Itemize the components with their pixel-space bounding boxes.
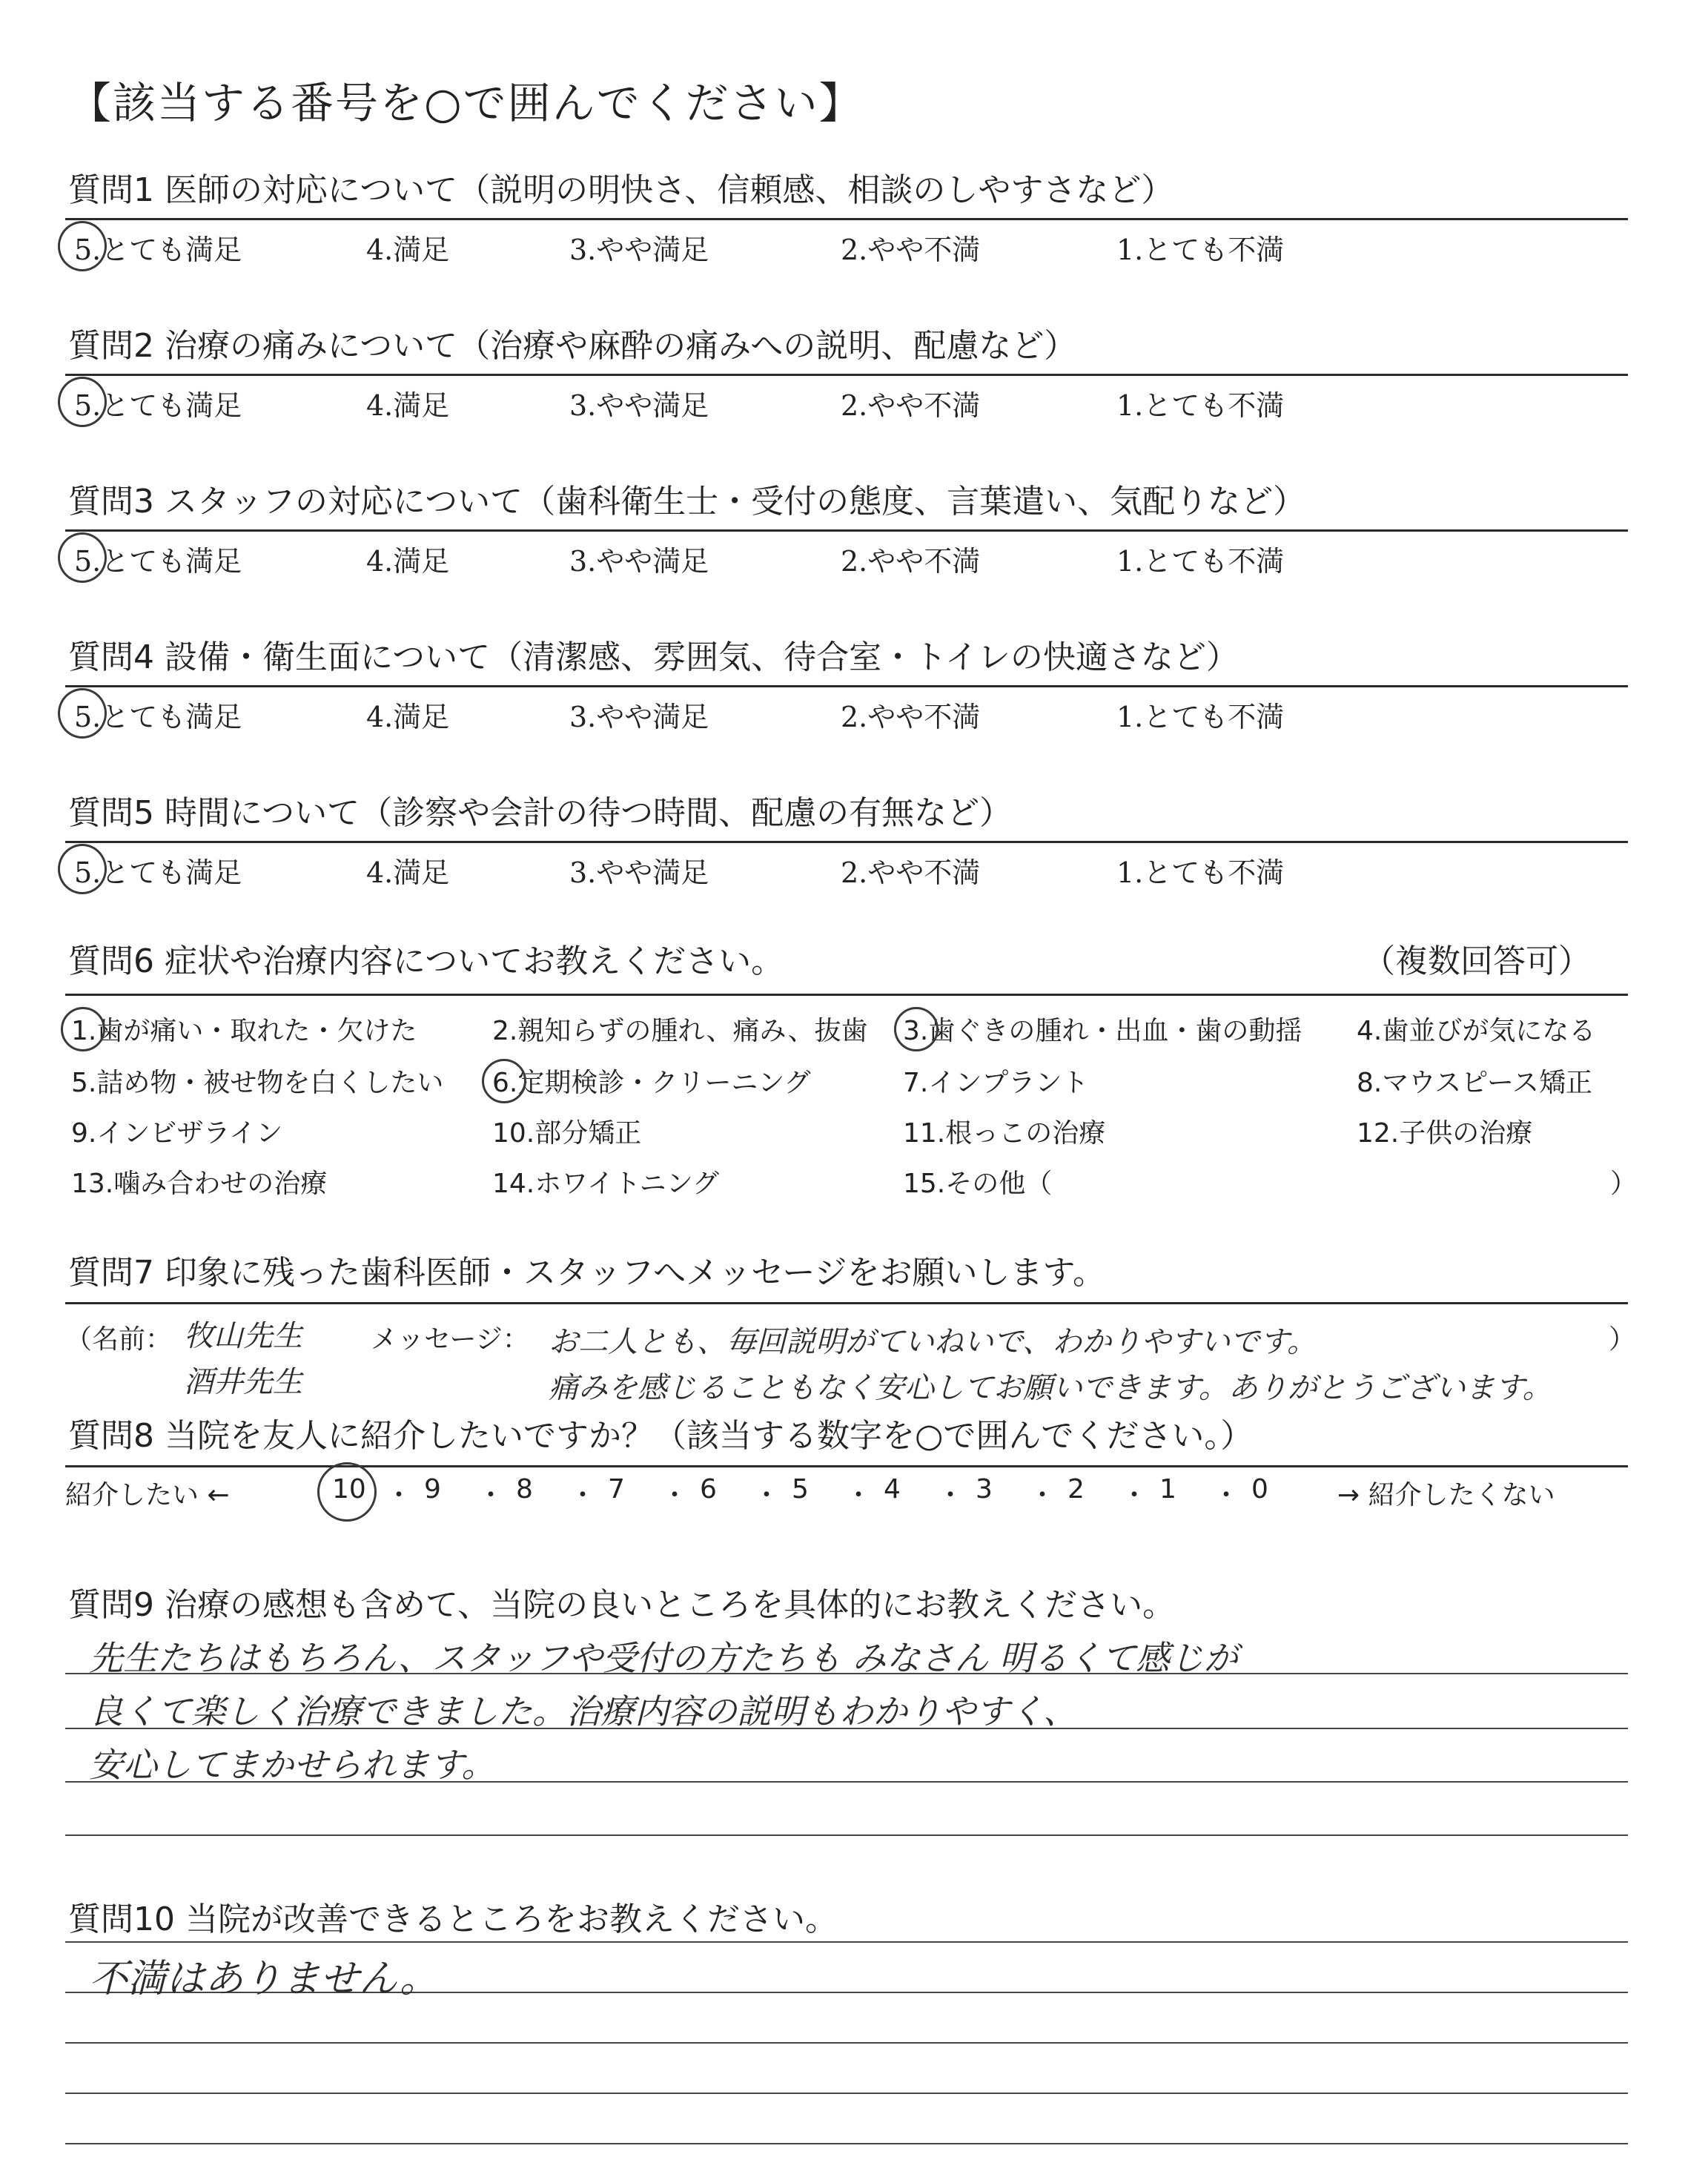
q8-scale-separator: ・ (385, 1480, 413, 1510)
selection-circle (482, 1059, 526, 1103)
selection-circle (61, 1007, 105, 1051)
rating-option[interactable]: 4.満足 (366, 701, 450, 733)
q9-handwritten-line: 安心してまかせられます。 (89, 1745, 496, 1785)
q6-option[interactable]: 15.その他（ (903, 1169, 1053, 1199)
q8-scale-value[interactable]: 10 (332, 1474, 366, 1505)
answer-line (65, 1834, 1628, 1836)
q8-scale-separator: ・ (1029, 1480, 1056, 1510)
q8-scale-separator: ・ (845, 1480, 873, 1510)
selection-circle (58, 688, 107, 739)
q6-option[interactable]: 10.部分矯正 (492, 1118, 642, 1149)
q8-scale-value[interactable]: 8 (516, 1474, 533, 1505)
q9-question: 質問9 治療の感想も含めて、当院の良いところを具体的にお教えください。 (68, 1586, 1176, 1624)
q7-handwritten-name-2: 酒井先生 (184, 1365, 302, 1399)
rating-option[interactable]: 5.とても満足 (74, 389, 242, 422)
q8-scale-value[interactable]: 5 (792, 1474, 809, 1505)
q6-option[interactable]: 3.歯ぐきの腫れ・出血・歯の動揺 (903, 1016, 1302, 1046)
rating-option[interactable]: 3.やや満足 (569, 545, 709, 578)
rating-option[interactable]: 5.とても満足 (74, 545, 242, 578)
selection-circle (58, 844, 107, 894)
rating-option[interactable]: 5.とても満足 (74, 856, 242, 889)
q8-scale-value[interactable]: 3 (976, 1474, 993, 1505)
rating-option[interactable]: 4.満足 (366, 234, 450, 266)
q6-option[interactable]: 11.根っこの治療 (903, 1118, 1106, 1149)
rating-question-5: 質問5 時間について（診察や会計の待つ時間、配慮の有無など） (68, 794, 1013, 832)
q8-scale-value[interactable]: 4 (884, 1474, 901, 1505)
q10-question: 質問10 当院が改善できるところをお教えください。 (68, 1900, 838, 1938)
selection-circle (58, 377, 107, 427)
q6-option[interactable]: ） (1610, 1169, 1638, 1199)
rating-option[interactable]: 2.やや不満 (841, 234, 981, 266)
rating-rule-3 (65, 529, 1628, 532)
rating-option[interactable]: 4.満足 (366, 389, 450, 422)
rating-option[interactable]: 3.やや満足 (569, 389, 709, 422)
q7-handwritten-message-2: 痛みを感じることもなく安心してお願いできます。ありがとうございます。 (549, 1371, 1552, 1405)
selection-circle (58, 532, 107, 583)
rating-option[interactable]: 4.満足 (366, 856, 450, 889)
q6-option[interactable]: 8.マウスピース矯正 (1357, 1068, 1593, 1098)
rating-option[interactable]: 5.とても満足 (74, 701, 242, 733)
q7-rule (65, 1302, 1628, 1304)
q8-scale-separator: ・ (753, 1480, 781, 1510)
q8-scale-value[interactable]: 2 (1068, 1474, 1085, 1505)
q8-scale-separator: ・ (569, 1480, 597, 1510)
q6-option[interactable]: 9.インビザライン (71, 1118, 283, 1149)
q8-scale-value[interactable]: 7 (608, 1474, 625, 1505)
rating-rule-1 (65, 218, 1628, 220)
page-title: 【該当する番号を○で囲んでください】 (68, 78, 864, 128)
answer-line (65, 2093, 1628, 2094)
q9-handwritten-line: 先生たちはもちろん、スタッフや受付の方たちも みなさん 明るくて感じが (89, 1638, 1239, 1678)
rating-option[interactable]: 2.やや不満 (841, 389, 981, 422)
q7-question: 質問7 印象に残った歯科医師・スタッフへメッセージをお願いします。 (68, 1254, 1105, 1292)
rating-option[interactable]: 3.やや満足 (569, 234, 709, 266)
rating-question-1: 質問1 医師の対応について（説明の明快さ、信頼感、相談のしやすさなど） (68, 171, 1174, 209)
rating-option[interactable]: 1.とても不満 (1116, 545, 1285, 578)
q8-right-label: → 紹介したくない (1337, 1480, 1555, 1510)
rating-option[interactable]: 5.とても満足 (74, 234, 242, 266)
rating-option[interactable]: 2.やや不満 (841, 856, 981, 889)
q8-scale-separator: ・ (1121, 1480, 1148, 1510)
q8-rule (65, 1465, 1628, 1467)
q8-scale-separator: ・ (477, 1480, 505, 1510)
q6-option[interactable]: 2.親知らずの腫れ、痛み、抜歯 (492, 1016, 868, 1046)
rating-option[interactable]: 3.やや満足 (569, 856, 709, 889)
rating-rule-2 (65, 374, 1628, 376)
q8-scale-value[interactable]: 1 (1159, 1474, 1176, 1505)
rating-option[interactable]: 2.やや不満 (841, 701, 981, 733)
answer-line (65, 1941, 1628, 1943)
q6-note: （複数回答可） (1363, 942, 1591, 980)
rating-option[interactable]: 1.とても不満 (1116, 234, 1285, 266)
q7-handwritten-message-1: お二人とも、毎回説明がていねいで、わかりやすいです。 (549, 1325, 1317, 1359)
q6-option[interactable]: 13.噛み合わせの治療 (71, 1169, 328, 1199)
rating-question-2: 質問2 治療の痛みについて（治療や麻酔の痛みへの説明、配慮など） (68, 327, 1077, 365)
selection-circle (58, 221, 107, 271)
rating-option[interactable]: 3.やや満足 (569, 701, 709, 733)
q6-option[interactable]: 7.インプラント (903, 1068, 1089, 1098)
rating-option[interactable]: 1.とても不満 (1116, 389, 1285, 422)
q8-scale-separator: ・ (937, 1480, 964, 1510)
q8-question: 質問8 当院を友人に紹介したいですか？（該当する数字を○で囲んでください。） (68, 1417, 1254, 1455)
q8-scale-value[interactable]: 9 (424, 1474, 441, 1505)
q8-scale-separator: ・ (1213, 1480, 1240, 1510)
q8-scale-value[interactable]: 6 (700, 1474, 717, 1505)
q9-handwritten-line: 良くて楽しく治療できました。治療内容の説明もわかりやすく、 (89, 1691, 1078, 1731)
rating-question-3: 質問3 スタッフの対応について（歯科衛生士・受付の態度、言葉遣い、気配りなど） (68, 483, 1306, 521)
rating-rule-5 (65, 841, 1628, 843)
q6-option[interactable]: 1.歯が痛い・取れた・欠けた (71, 1016, 417, 1046)
q8-scale-separator: ・ (661, 1480, 689, 1510)
q6-option[interactable]: 12.子供の治療 (1357, 1118, 1533, 1149)
answer-line (65, 2143, 1628, 2144)
rating-rule-4 (65, 685, 1628, 687)
selection-circle (894, 1007, 939, 1051)
q6-rule (65, 994, 1628, 996)
q7-message-label: メッセージ： (371, 1324, 529, 1355)
selection-circle (317, 1462, 377, 1522)
q6-option[interactable]: 6.定期検診・クリーニング (492, 1068, 811, 1098)
q7-name-label: （名前： (65, 1324, 173, 1355)
rating-option[interactable]: 4.満足 (366, 545, 450, 578)
q10-handwritten-line: 不満はありません。 (89, 1957, 439, 2001)
q6-option[interactable]: 5.詰め物・被せ物を白くしたい (71, 1068, 444, 1098)
q6-option[interactable]: 14.ホワイトニング (492, 1169, 720, 1199)
rating-option[interactable]: 1.とても不満 (1116, 701, 1285, 733)
q6-option[interactable]: 4.歯並びが気になる (1357, 1016, 1596, 1046)
rating-option[interactable]: 2.やや不満 (841, 545, 981, 578)
q6-question: 質問6 症状や治療内容についてお教えください。 (68, 942, 784, 980)
q8-left-label: 紹介したい ← (65, 1480, 230, 1510)
rating-option[interactable]: 1.とても不満 (1116, 856, 1285, 889)
q7-close-paren: ） (1609, 1324, 1636, 1355)
rating-question-4: 質問4 設備・衛生面について（清潔感、雰囲気、待合室・トイレの快適さなど） (68, 638, 1239, 676)
q8-scale-value[interactable]: 0 (1251, 1474, 1268, 1505)
q7-handwritten-name-1: 牧山先生 (184, 1319, 302, 1353)
answer-line (65, 2042, 1628, 2044)
